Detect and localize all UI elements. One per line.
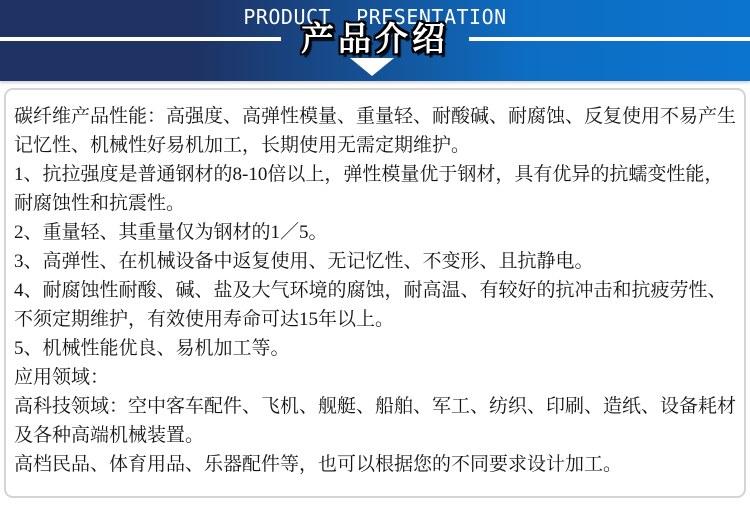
paragraph-consumer-fields: 高档民品、体育用品、乐器配件等，也可以根据您的不同要求设计加工。 — [14, 454, 623, 475]
down-triangle-icon — [350, 58, 394, 76]
header-banner — [0, 0, 750, 81]
paragraph-product-properties: 碳纤维产品性能：高强度、高弹性模量、重量轻、耐酸碱、耐腐蚀、反复使用不易产生记忆性、机械性好易机加工，长期使用无需定期维护。 — [14, 106, 737, 156]
header-title-row — [0, 20, 750, 58]
paragraph-application-fields-label: 应用领域： — [14, 367, 110, 388]
paragraph-feature-2-light-weight: 2、重量轻、其重量仅为钢材的1／5。 — [14, 222, 328, 243]
paragraph-feature-4-corrosion-resistance: 4、耐腐蚀性耐酸、碱、盐及大气环境的腐蚀，耐高温、有较好的抗冲击和抗疲劳性、不须定期维护，有效使用寿命可达15年以上。 — [14, 280, 727, 330]
paragraph-hightech-fields: 高科技领域：空中客车配件、飞机、舰艇、船舶、军工、纺织、印刷、造纸、设备耗材及各种高端机械装置。 — [14, 396, 737, 446]
paragraph-feature-5-machinability: 5、机械性能优良、易机加工等。 — [14, 338, 290, 359]
header-title-english: PRODUCT PRESENTATION — [243, 5, 507, 29]
content-card — [4, 88, 746, 498]
paragraph-feature-1-tensile-strength: 1、抗拉强度是普通钢材的8-10倍以上，弹性模量优于钢材，具有优异的抗蠕变性能，耐腐蚀性和抗震性。 — [14, 164, 724, 214]
header-title-chinese: 产品介绍 — [301, 20, 449, 57]
divider-line-left — [0, 37, 281, 41]
divider-line-right — [469, 37, 750, 41]
paragraph-feature-3-high-elasticity: 3、高弹性、在机械设备中返复使用、无记忆性、不变形、且抗静电。 — [14, 251, 594, 272]
